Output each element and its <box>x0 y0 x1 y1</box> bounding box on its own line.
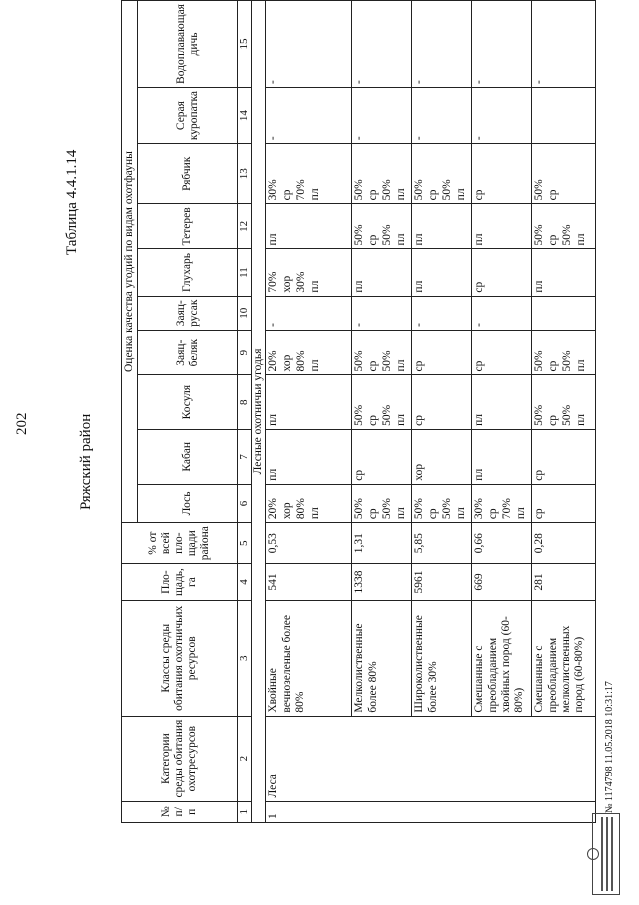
quality-value: 50% <box>381 404 394 426</box>
quality-value: - <box>353 136 366 141</box>
header-quality-group: Оценка качества угодий по видам охотфауны <box>122 1 138 523</box>
quality-value: 50% <box>381 179 394 201</box>
quality-cell <box>352 204 412 249</box>
table-label: Таблица 4.4.1.14 <box>64 149 80 255</box>
quality-cell <box>266 249 352 296</box>
quality-value: 50% <box>413 498 426 520</box>
quality-value: пл <box>394 188 407 201</box>
quality-value: ср <box>473 360 486 372</box>
habitat-percent: 1,31 <box>352 523 412 564</box>
quality-cell <box>472 249 532 296</box>
habitat-area: 1338 <box>352 564 412 601</box>
column-number: 5 <box>238 523 252 564</box>
quality-cell <box>266 330 352 375</box>
quality-value: пл <box>473 233 486 246</box>
column-number: 14 <box>238 87 252 143</box>
quality-value: ср <box>487 508 500 520</box>
quality-cell <box>412 1 472 88</box>
quality-value: 50% <box>381 350 394 372</box>
quality-cell <box>352 144 412 204</box>
quality-cell <box>532 375 596 429</box>
quality-value: пл <box>574 414 587 426</box>
quality-value: ср <box>367 360 380 372</box>
quality-value: 50% <box>533 350 546 372</box>
quality-cell <box>472 87 532 143</box>
column-number: 7 <box>238 429 252 484</box>
quality-cell <box>412 484 472 522</box>
header-species-6: Тетерев <box>138 204 238 249</box>
column-number: 15 <box>238 1 252 88</box>
quality-value: 50% <box>533 404 546 426</box>
quality-value: пл <box>454 188 467 201</box>
quality-value: пл <box>574 359 587 372</box>
quality-value: 20% <box>267 350 280 372</box>
quality-cell <box>412 87 472 143</box>
quality-value: хор <box>413 463 426 481</box>
quality-value: пл <box>308 280 321 293</box>
habitat-percent: 0,53 <box>266 523 352 564</box>
quality-value: пл <box>413 233 426 246</box>
quality-cell <box>352 296 412 330</box>
quality-value: 70% <box>501 498 514 520</box>
quality-cell <box>472 330 532 375</box>
quality-cell <box>266 375 352 429</box>
header-class: Классы среды обитания охотничьих ресурсов <box>122 600 238 716</box>
quality-value: 50% <box>533 179 546 201</box>
quality-cell <box>532 249 596 296</box>
category-num: 1 <box>266 801 596 822</box>
quality-cell <box>412 296 472 330</box>
quality-cell <box>266 144 352 204</box>
quality-value: - <box>353 323 366 327</box>
quality-cell <box>472 296 532 330</box>
quality-value: - <box>413 136 426 141</box>
document-stamp <box>592 813 620 895</box>
quality-value: 50% <box>353 350 366 372</box>
column-number: 6 <box>238 484 252 522</box>
quality-value: 50% <box>561 404 574 426</box>
quality-value: ср <box>367 508 380 520</box>
quality-value: 30% <box>473 498 486 520</box>
column-number: 8 <box>238 375 252 429</box>
quality-cell <box>412 375 472 429</box>
quality-value: пл <box>394 233 407 246</box>
quality-value: пл <box>308 507 321 520</box>
header-species-7: Рябчик <box>138 144 238 204</box>
quality-value: пл <box>267 233 280 246</box>
quality-value: - <box>413 323 426 327</box>
quality-value: 20% <box>267 498 280 520</box>
quality-value: хор <box>281 354 294 372</box>
quality-value: 50% <box>561 224 574 246</box>
quality-value: ср <box>413 415 426 426</box>
quality-cell <box>352 375 412 429</box>
quality-cell <box>266 204 352 249</box>
table-row <box>352 1 412 823</box>
habitat-area: 281 <box>532 564 596 601</box>
column-number: 2 <box>238 716 252 801</box>
quality-cell <box>472 429 532 484</box>
quality-cell <box>472 484 532 522</box>
quality-value: - <box>473 80 486 84</box>
quality-value: пл <box>394 359 407 372</box>
header-species-0: Лось <box>138 484 238 522</box>
quality-value: - <box>533 80 546 84</box>
quality-value: пл <box>533 280 546 293</box>
habitat-percent: 5,85 <box>412 523 472 564</box>
habitat-area: 5961 <box>412 564 472 601</box>
quality-value: пл <box>454 507 467 520</box>
header-percent: % от всей пло-щади района <box>122 523 238 564</box>
quality-value: 50% <box>353 404 366 426</box>
quality-value: пл <box>394 414 407 426</box>
quality-cell <box>266 484 352 522</box>
quality-value: - <box>413 80 426 84</box>
quality-value: - <box>267 80 280 84</box>
habitat-class: Смешанные с преобладанием хвойных пород (60-80%) <box>472 600 532 716</box>
quality-value: пл <box>267 414 280 426</box>
quality-cell <box>532 204 596 249</box>
quality-cell <box>352 330 412 375</box>
quality-value: - <box>473 136 486 141</box>
quality-value: ср <box>533 469 546 481</box>
habitat-class: Хвойные вечнозеленые более 80% <box>266 600 352 716</box>
quality-value: ср <box>281 189 294 201</box>
quality-value: 50% <box>441 179 454 201</box>
quality-cell <box>266 1 352 88</box>
column-number: 13 <box>238 144 252 204</box>
page-number: 202 <box>14 412 30 435</box>
quality-value: пл <box>308 359 321 372</box>
column-number: 11 <box>238 249 252 296</box>
quality-cell <box>472 375 532 429</box>
quality-value: пл <box>308 188 321 201</box>
quality-cell <box>472 204 532 249</box>
quality-value: пл <box>514 507 527 520</box>
header-category: Категории среды обитания охотресурсов <box>122 716 238 801</box>
quality-cell <box>412 429 472 484</box>
quality-cell <box>472 1 532 88</box>
quality-cell <box>412 204 472 249</box>
quality-cell <box>532 330 596 375</box>
quality-value: ср <box>367 189 380 201</box>
header-species-8: Серая куропатка <box>138 87 238 143</box>
region-title: Ряжский район <box>78 413 94 510</box>
habitat-class: Мелколиственные более 80% <box>352 600 412 716</box>
quality-value: ср <box>367 234 380 246</box>
column-number: 10 <box>238 296 252 330</box>
quality-value: 50% <box>441 498 454 520</box>
quality-value: - <box>267 323 280 327</box>
quality-value: ср <box>427 508 440 520</box>
table-row <box>472 1 532 823</box>
quality-cell <box>412 249 472 296</box>
quality-value: ср <box>533 508 546 520</box>
quality-value: ср <box>413 360 426 372</box>
quality-value: ср <box>473 189 486 201</box>
quality-value: 30% <box>267 179 280 201</box>
quality-value: ср <box>547 234 560 246</box>
table-row <box>266 1 352 823</box>
quality-value: ср <box>353 469 366 481</box>
header-species-3: Заяц-беляк <box>138 330 238 375</box>
quality-value: ср <box>547 189 560 201</box>
table-row <box>532 1 596 823</box>
quality-cell <box>532 87 596 143</box>
quality-cell <box>532 484 596 522</box>
quality-value: пл <box>394 507 407 520</box>
quality-cell <box>266 296 352 330</box>
quality-value: ср <box>473 281 486 293</box>
header-species-5: Глухарь <box>138 249 238 296</box>
emblem-icon <box>587 848 599 860</box>
quality-value: хор <box>281 502 294 520</box>
quality-cell <box>532 1 596 88</box>
habitat-class: Смешанные с преобладанием мелколиственных пород (60-80%) <box>532 600 596 716</box>
quality-value: 50% <box>561 350 574 372</box>
quality-value: 50% <box>353 498 366 520</box>
habitat-area: 669 <box>472 564 532 601</box>
quality-cell <box>352 484 412 522</box>
quality-value: пл <box>353 280 366 293</box>
quality-value: пл <box>473 414 486 426</box>
header-area: Пло-щадь, га <box>122 564 238 601</box>
header-species-4: Заяц-русак <box>138 296 238 330</box>
column-number: 1 <box>238 801 252 822</box>
quality-value: ср <box>547 415 560 426</box>
quality-cell <box>532 144 596 204</box>
habitat-class: Широколиственные более 30% <box>412 600 472 716</box>
quality-cell <box>472 144 532 204</box>
quality-value: 80% <box>295 350 308 372</box>
quality-value: 50% <box>381 498 394 520</box>
header-species-1: Кабан <box>138 429 238 484</box>
table-row <box>412 1 472 823</box>
quality-value: 50% <box>353 224 366 246</box>
column-number: 12 <box>238 204 252 249</box>
quality-cell <box>352 1 412 88</box>
category-name: Леса <box>266 716 596 801</box>
column-number: 9 <box>238 330 252 375</box>
quality-value: 50% <box>353 179 366 201</box>
quality-value: 70% <box>267 271 280 293</box>
column-number: 4 <box>238 564 252 601</box>
footer-stamp-text: № 1174798 11.05.2018 10:31:17 <box>604 681 615 813</box>
quality-value: 50% <box>533 224 546 246</box>
quality-cell <box>352 429 412 484</box>
quality-cell <box>532 296 596 330</box>
quality-value: ср <box>427 189 440 201</box>
quality-value: 50% <box>413 179 426 201</box>
quality-value: ср <box>547 360 560 372</box>
habitat-area: 541 <box>266 564 352 601</box>
quality-value: пл <box>473 468 486 481</box>
quality-value: 80% <box>295 498 308 520</box>
habitat-percent: 0,66 <box>472 523 532 564</box>
section-title: Лесные охотничьи угодья <box>252 1 266 823</box>
quality-value: пл <box>574 233 587 246</box>
header-num: № п/п <box>122 801 238 822</box>
header-species-9: Водоплавающая дичь <box>138 1 238 88</box>
quality-cell <box>412 144 472 204</box>
quality-value: - <box>473 323 486 327</box>
quality-value: - <box>267 136 280 141</box>
hunting-quality-table <box>121 0 596 823</box>
quality-cell <box>352 249 412 296</box>
quality-value: 30% <box>295 271 308 293</box>
habitat-percent: 0,28 <box>532 523 596 564</box>
quality-value: пл <box>267 468 280 481</box>
quality-value: пл <box>413 280 426 293</box>
quality-cell <box>532 429 596 484</box>
header-species-2: Косуля <box>138 375 238 429</box>
column-number: 3 <box>238 600 252 716</box>
quality-value: - <box>353 80 366 84</box>
quality-cell <box>352 87 412 143</box>
quality-cell <box>266 429 352 484</box>
quality-cell <box>266 87 352 143</box>
quality-value: хор <box>281 275 294 293</box>
quality-value: ср <box>367 415 380 426</box>
quality-cell <box>412 330 472 375</box>
quality-value: 70% <box>295 179 308 201</box>
quality-value: 50% <box>381 224 394 246</box>
